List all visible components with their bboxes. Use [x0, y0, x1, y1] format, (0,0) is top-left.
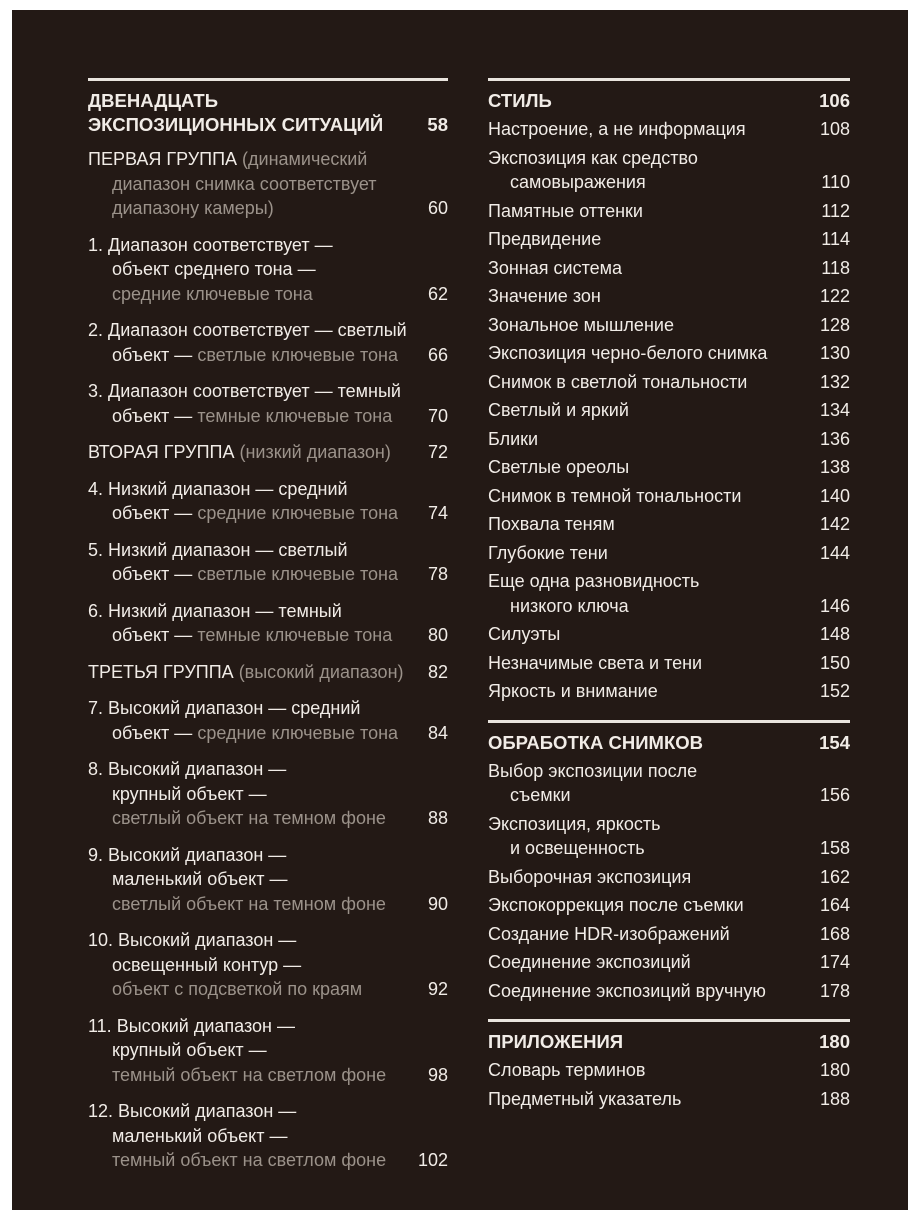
toc-entry-title: Экспозиция, яркость и освещенность [488, 813, 661, 858]
toc-entry-title: Словарь терминов [488, 1060, 646, 1080]
toc-entry-page: 122 [819, 286, 850, 306]
toc-entry-main: ТРЕТЬЯ ГРУППА [88, 661, 239, 682]
toc-entry-page: 84 [427, 722, 448, 743]
toc-entry-page: 178 [819, 980, 850, 1001]
toc-entry-main: 5. Низкий диапазон — светлый объект — [88, 539, 348, 584]
toc-entry[interactable] [488, 541, 850, 566]
toc-entry-page: 130 [819, 343, 850, 363]
toc-entry[interactable] [488, 455, 850, 480]
toc-left-list [88, 147, 448, 1173]
toc-entry-title: Настроение, а не информация [488, 119, 746, 139]
toc-entry-page: 80 [427, 625, 448, 645]
toc-entry-title: Снимок в темной тональности [488, 485, 742, 506]
section-page: 154 [819, 731, 850, 753]
toc-entry-title: Похвала теням [488, 514, 615, 534]
toc-entry-main: 12. Высокий диапазон — маленький объект — [88, 1101, 297, 1146]
toc-entry-page: 92 [427, 979, 448, 999]
toc-entry-page: 150 [819, 652, 850, 673]
toc-entry-title [88, 318, 407, 367]
toc-entry-page: 142 [819, 514, 850, 534]
toc-entry[interactable] [88, 696, 448, 745]
toc-entry-main: 9. Высокий диапазон — маленький объект — [88, 844, 288, 889]
section-page: 180 [819, 1031, 850, 1052]
toc-entry-page: 112 [821, 200, 850, 221]
toc-entry-page: 88 [427, 808, 448, 828]
toc-entry-main: ВТОРАЯ ГРУППА [88, 442, 240, 462]
toc-entry-page: 108 [819, 119, 850, 139]
toc-entry-main: 8. Высокий диапазон — крупный объект — [88, 759, 287, 804]
toc-entry[interactable] [488, 117, 850, 142]
toc-entry-title [88, 843, 386, 917]
toc-entry-title: Зональное мышление [488, 314, 674, 335]
toc-entry-title: Экспокоррекция после съемки [488, 895, 744, 915]
toc-entry[interactable] [488, 812, 850, 861]
toc-entry-page: 146 [819, 595, 850, 616]
section-heading [88, 81, 448, 137]
toc-entry-title: Экспозиция черно-белого снимка [488, 343, 768, 363]
toc-entry-title: Силуэты [488, 624, 561, 644]
toc-entry-page: 82 [427, 661, 448, 682]
toc-entry-title: Глубокие тени [488, 542, 608, 563]
toc-entry-title [88, 1099, 386, 1173]
toc-entry-main: ПЕРВАЯ ГРУППА [88, 149, 243, 169]
toc-entry[interactable] [488, 979, 850, 1004]
toc-entry-note: средние ключевые тона [197, 503, 399, 523]
toc-entry-note: (высокий диапазон) [238, 661, 404, 682]
toc-entry-title [88, 757, 386, 831]
toc-entry[interactable] [88, 1099, 448, 1173]
section-page: 106 [819, 90, 850, 111]
section-title: СТИЛЬ [488, 90, 552, 111]
toc-entry-page: 114 [821, 229, 850, 249]
toc-entry-main: 7. Высокий диапазон — средний объект — [88, 698, 361, 743]
toc-entry-page: 138 [819, 457, 850, 477]
toc-entry-page: 188 [819, 1088, 850, 1109]
section-title: ДВЕНАДЦАТЬ ЭКСПОЗИЦИОННЫХ СИТУАЦИЙ [88, 90, 384, 135]
toc-entry-title: Светлые ореолы [488, 457, 630, 477]
toc-entry[interactable] [488, 950, 850, 975]
toc-entry-page: 90 [427, 893, 448, 914]
toc-entry-title [88, 660, 404, 685]
toc-entry-title: Незначимые света и тени [488, 652, 703, 673]
toc-entry-main: 10. Высокий диапазон — освещенный контур — [88, 930, 302, 975]
toc-entry-title [88, 599, 392, 648]
toc-entry-title: Значение зон [488, 286, 601, 306]
toc-left-column [88, 78, 448, 1173]
toc-entry[interactable] [488, 622, 850, 647]
toc-entry-main: 11. Высокий диапазон — крупный объект — [88, 1015, 295, 1060]
toc-entry-page: 136 [819, 428, 850, 449]
toc-entry-title [88, 477, 398, 526]
toc-entry[interactable] [88, 928, 448, 1002]
toc-entry[interactable] [88, 233, 448, 307]
toc-entry[interactable] [488, 569, 850, 618]
toc-entry-note: светлый объект на темном фоне [112, 893, 386, 914]
toc-entry-page: 132 [819, 371, 850, 392]
toc-entry-page: 158 [819, 838, 850, 858]
toc-entry-page: 110 [821, 172, 850, 192]
toc-entry[interactable] [488, 256, 850, 281]
toc-entry-title: Предметный указатель [488, 1088, 682, 1109]
toc-entry-page: 174 [819, 952, 850, 972]
toc-entry-main: 3. Диапазон соответствует — темный объект — [88, 381, 401, 426]
toc-entry-page: 164 [819, 895, 850, 915]
toc-entry-note: темные ключевые тона [197, 405, 393, 426]
toc-entry[interactable] [488, 512, 850, 537]
toc-entry-page: 98 [427, 1064, 448, 1085]
toc-entry-title: Светлый и яркий [488, 400, 629, 420]
toc-entry[interactable] [488, 398, 850, 423]
toc-entry-title [88, 696, 398, 745]
toc-entry-page: 152 [819, 681, 850, 701]
toc-entry-page: 72 [427, 442, 448, 462]
toc-entry[interactable] [488, 759, 850, 808]
toc-entry-main: 6. Низкий диапазон — темный объект — [88, 600, 342, 645]
toc-entry-page: 148 [819, 624, 850, 644]
toc-entry-note: средние ключевые тона [197, 722, 399, 743]
toc-entry-note: светлый объект на темном фоне [112, 808, 386, 828]
toc-entry[interactable] [488, 341, 850, 366]
toc-entry-main: 4. Низкий диапазон — средний объект — [88, 478, 348, 523]
toc-entry-title: Экспозиция как средство самовыражения [488, 147, 698, 192]
toc-entry-title [88, 379, 401, 428]
toc-entry-page: 134 [819, 400, 850, 420]
toc-entry-title [88, 928, 362, 1002]
toc-entry-title: Памятные оттенки [488, 200, 643, 221]
section-heading[interactable] [488, 1022, 850, 1054]
toc-entry[interactable] [88, 757, 448, 831]
toc-entry[interactable] [88, 379, 448, 428]
toc-entry-title: Яркость и внимание [488, 681, 658, 701]
toc-entry-page: 144 [819, 542, 850, 563]
toc-entry-title: Выбор экспозиции после съемки [488, 760, 698, 805]
toc-page [12, 10, 908, 1210]
toc-entry-note: светлые ключевые тона [197, 344, 398, 365]
toc-entry-note: темные ключевые тона [197, 625, 393, 645]
toc-entry[interactable] [488, 313, 850, 338]
toc-entry-title: Снимок в светлой тональности [488, 371, 748, 392]
toc-entry-title: Соединение экспозиций вручную [488, 980, 766, 1001]
toc-entry[interactable] [488, 893, 850, 918]
toc-entry-page: 66 [427, 344, 448, 365]
toc-entry[interactable] [488, 679, 850, 704]
toc-entry-title: Еще одна разновидность низкого ключа [488, 571, 700, 616]
toc-entry-page: 140 [819, 485, 850, 506]
toc-entry[interactable] [88, 599, 448, 648]
toc-section [488, 78, 850, 704]
section-page: 58 [427, 114, 448, 135]
toc-entry[interactable] [488, 284, 850, 309]
toc-entry-note: темный объект на светлом фоне [112, 1064, 387, 1085]
toc-entry[interactable] [88, 843, 448, 917]
toc-entry[interactable] [488, 922, 850, 947]
toc-entry[interactable] [488, 1058, 850, 1083]
toc-entry[interactable] [488, 370, 850, 395]
toc-entry[interactable] [488, 146, 850, 195]
toc-section [488, 720, 850, 1004]
toc-entry[interactable] [88, 440, 448, 465]
toc-entry-title: Создание HDR-изображений [488, 923, 730, 944]
toc-entry[interactable] [488, 865, 850, 890]
toc-entry[interactable] [488, 484, 850, 509]
toc-entry-note: темный объект на светлом фоне [112, 1150, 387, 1170]
toc-entry-title: Зонная система [488, 257, 623, 278]
section-title: ПРИЛОЖЕНИЯ [488, 1031, 624, 1052]
section-heading[interactable] [488, 81, 850, 113]
toc-entry-page: 102 [417, 1150, 448, 1170]
toc-entry-main: 2. Диапазон соответствует — светлый объект — [88, 320, 407, 365]
toc-entry-page: 78 [427, 564, 448, 584]
toc-entry-page: 118 [821, 257, 850, 278]
toc-entry-page: 70 [427, 405, 448, 426]
toc-entry[interactable] [88, 1014, 448, 1088]
toc-entry-note: объект с подсветкой по краям [112, 979, 363, 999]
toc-entry-title: Предвидение [488, 229, 602, 249]
toc-entry[interactable] [488, 427, 850, 452]
toc-entry-page: 74 [427, 503, 448, 523]
toc-entry-page: 60 [427, 198, 448, 218]
toc-entry-title: Соединение экспозиций [488, 952, 691, 972]
toc-entry[interactable] [488, 1087, 850, 1112]
toc-entry-title [88, 538, 398, 587]
toc-entry[interactable] [488, 651, 850, 676]
toc-entry-page: 180 [819, 1060, 850, 1080]
toc-entry-note: средние ключевые тона [112, 283, 313, 304]
toc-entry[interactable] [88, 477, 448, 526]
section-title: ОБРАБОТКА СНИМКОВ [488, 731, 704, 753]
toc-entry-title [88, 233, 333, 307]
toc-entry-title [88, 1014, 386, 1088]
toc-entry-page: 62 [427, 283, 448, 304]
toc-entry-note: светлые ключевые тона [197, 564, 398, 584]
toc-entry-title: Выборочная экспозиция [488, 866, 692, 887]
toc-entry-main: 1. Диапазон соответствует — объект среднего тона — [88, 234, 333, 279]
toc-entry-page: 156 [819, 785, 850, 805]
toc-entry-page: 128 [819, 314, 850, 335]
toc-right-column [488, 78, 850, 1111]
toc-entry-title [88, 147, 377, 221]
toc-entry-title: Блики [488, 428, 539, 449]
toc-entry[interactable] [88, 318, 448, 367]
toc-entry[interactable] [88, 660, 448, 685]
toc-entry[interactable] [88, 538, 448, 587]
section-heading[interactable] [488, 723, 850, 755]
toc-entry[interactable] [488, 199, 850, 224]
toc-section [488, 1019, 850, 1111]
toc-entry-note: (низкий диапазон) [239, 442, 391, 462]
toc-entry[interactable] [488, 227, 850, 252]
toc-entry[interactable] [88, 147, 448, 221]
toc-entry-page: 168 [819, 923, 850, 944]
toc-entry-title [88, 440, 391, 465]
toc-entry-page: 162 [819, 866, 850, 887]
toc-entry-note: (динамический диапазон снимка соответствует диапазону камеры) [112, 149, 377, 218]
